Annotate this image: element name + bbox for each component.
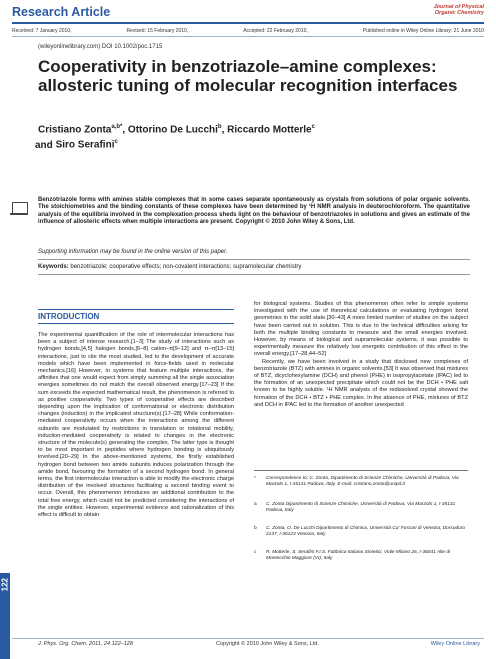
journal-logo	[434, 4, 484, 16]
journal-logo-line2: Organic Chemistry	[434, 10, 484, 16]
footer-publisher[interactable]: Wiley Online Library	[430, 641, 480, 647]
doi-line[interactable]: (wileyonlinelibrary.com) DOI 10.1002/poc.1715	[38, 44, 163, 50]
footer-rule	[12, 638, 484, 639]
received-date: Received: 7 January 2010,	[12, 28, 72, 34]
section-label: Research Article	[12, 5, 111, 19]
footer-copyright: Copyright © 2010 John Wiley & Sons, Ltd.	[216, 641, 319, 647]
footnote-affiliation-a: a C. Zonta Dipartimento di Scienze Chimiche, Università di Padova, Via Marzolo 1, I-35131 Padova, Italy	[254, 502, 456, 513]
author-affil: c	[311, 124, 315, 130]
keywords-line	[38, 264, 470, 270]
keywords-text: benzotriazole; cooperative effects; non-covalent interactions; supramolecular chemistry	[68, 264, 302, 270]
author-list: Cristiano Zonta$^{a,b*}$, Ottorino De Lucchi$^b$, Riccardo Motterle$^c$ and Siro Serafini$^c$	[35, 124, 315, 151]
body-paragraph: Recently, we have been involved in a study that disclosed new complexes of benzotriazole (BTZ) with amines in organic solvents.[53] It was observed that mixtures of BTZ, dicyclohexylamine (DCH) and phenol (PHE) in isopropylacetate (IPAC) led to the formation of an unexpected precipitate which could not be the DCH • PHE salt known to be highly soluble. ¹H NMR analysis of the redissolved crystal showed the formation of the DCH • BTZ • PHE complex. In the absence of PHE, mixtures of BTZ and DCH in IPAC led to the formation of another unexpected	[254, 358, 468, 408]
author-name: Ottorino De Lucchi	[127, 124, 218, 136]
intro-paragraph: The experimental quantification of the role of intermolecular interactions has been a subject of intense research.[1–3] The study of interactions such as hydrogen bonds,[4,5] halogen bonds,[6–8] cation–π[9–12] and π–π[13–15] interactions, just to cite the most studied, led to the development of accurate models which have been implemented in force-fields used in molecular mechanics.[16] However, in systems that feature multiple interactions, the affinities that one would expect from simply summing all the single association energies sometimes do not match the overall observed energy.[17–23] If the sum exceeds the expected mathematical result, the phenomenon is referred to as positive cooperativity. Two types of cooperative effects are described depending upon the implication of conformational or electronic distribution changes (induction) in the implicated structure(s).[17–28] While conformation-mediated cooperativity occurs when the interactions among the different subunits are modulated by restrictions in translation or rotational mobility, induction-mediated cooperativity is related to changes in the electronic structure of the molecule(s) generating the complex. The latter type is thought to be most important in peptides where hydrogen bonding is ubiquitously involved.[20–29] In the above-mentioned systems, the firstly established hydrogen bond between two amide subunits induces polarization through the amide bond, favouring the formation of a second hydrogen bond. In general terms, the first intermolecular interaction is able to modify the electronic charge distribution of the involved structures facilitating a second binding event to occur. Overall, this phenomenon introduces an additional contribution to the total free energy, which could not be predicted considering the interactions of the single entities. However, experimental evidence and rationalization of this effect is difficult to obtain	[38, 332, 234, 519]
footnote-correspondence: * Correspondence to: C. Zonta, Dipartimento di Scienze Chimiche, Università di Padova, Via Marzolo 1, I-35131 Padova, Italy. E-mail: cristiano.zonta@unipd.it	[254, 476, 459, 487]
published-date: Published online in Wiley Online Library: 21 June 2010	[362, 28, 484, 34]
body-column-right	[254, 301, 468, 409]
header-rule	[12, 22, 484, 24]
abstract: Benzotriazole forms with amines stable complexes that in some cases separate spontaneously as crystals from solutions of polar organic solvents. The stoichiometries and the binding constants of these complexes have been determined by ¹H NMR analysis in deuterochloroform. The quantitative analysis of the equilibria involved in the complexation process sheds light on the behaviour of benzotriazoles in solutions and gives an estimate of the influence of allosteric effects when multiple interactions are present. Copyright © 2010 John Wiley & Sons, Ltd.	[38, 197, 470, 226]
revised-date: Revised: 15 February 2010,	[126, 28, 189, 34]
dates-bar	[12, 28, 484, 34]
accepted-date: Accepted: 22 February 2010,	[243, 28, 308, 34]
footnote-rule	[254, 470, 468, 471]
author-affil: a,b	[111, 124, 121, 130]
article-title: Cooperativity in benzotriazole–amine complexes: allosteric tuning of molecular recognition interfaces	[38, 57, 458, 95]
keywords-label: Keywords:	[38, 264, 69, 270]
body-paragraph: for biological systems. Studies of this phenomenon often refer to simple systems investigated with the use of theoretical calculations or evaluating hydrogen bond geometries in the solid state.[30–43] A more limited number of studies on the subject have been carried out in solution. This is due to the technical difficulties arising for both the multiple binding constants to measure and the small energies involved. However, by means of biological and supramolecular systems, it was possible to experimentally measure the relatively low energetic contribution of this effect in the overall energy.[17–28,44–52]	[254, 301, 468, 358]
keywords-rule-bottom	[38, 274, 470, 275]
page-number: 122	[0, 578, 10, 592]
body-column-left	[38, 332, 234, 519]
footnote-affiliation-c: c R. Motterle, S. Serafini F.I.S. Fabbrica Italiana Sintetici, Viale Milano 26, I-36041 Alte di Montecchio Maggiore (VI), Italy	[254, 550, 451, 561]
intro-rule-top	[38, 309, 234, 310]
supporting-info: Supporting information may be found in the online version of this paper.	[38, 249, 228, 255]
corresponding-mark: *	[120, 124, 123, 130]
dates-rule	[12, 36, 484, 37]
author-name: Riccardo Motterle	[227, 124, 312, 136]
author-affil: c	[114, 139, 118, 146]
footer-citation: J. Phys. Org. Chem. 2011, 24 122–128	[38, 641, 133, 647]
footnote-affiliation-b: b C. Zonta, O. De Lucchi Dipartimento di Chimica, Università Ca' Foscari di Venezia, Dorsoduro 2137, I-30123 Venezia, Italy	[254, 526, 466, 537]
author-affil: b	[217, 124, 222, 130]
keywords-rule-top	[38, 259, 470, 260]
computer-icon	[12, 202, 28, 214]
author-name: Siro Serafini	[55, 139, 115, 151]
journal-logo-line1: Journal of Physical	[433, 4, 484, 10]
intro-rule-bottom	[38, 323, 234, 324]
intro-heading: INTRODUCTION	[38, 312, 100, 321]
author-name: Cristiano Zonta	[38, 124, 112, 136]
